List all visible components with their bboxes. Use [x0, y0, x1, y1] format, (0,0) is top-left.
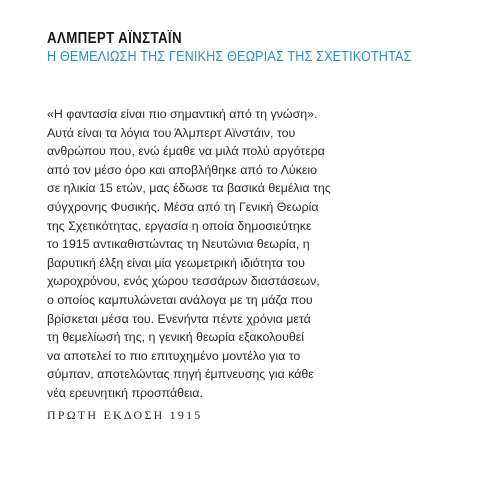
description-line: να αποτελεί το πιο επιτυχημένο μοντέλο για το	[47, 348, 301, 363]
description-line: βαρυτική έλξη είναι μία γεωμετρική ιδιότητα του	[47, 255, 305, 270]
book-title: Η ΘΕΜΕΛΙΩΣΗ ΤΗΣ ΓΕΝΙΚΗΣ ΘΕΩΡΙΑΣ ΤΗΣ ΣΧΕΤΙΚΟΤΗΤΑΣ	[47, 48, 412, 65]
edition-note	[47, 408, 202, 423]
description-line: «Η φαντασία είναι πιο σημαντική από τη γνώση».	[47, 107, 318, 121]
description-line: της Σχετικότητας, εργασία η οποία δημοσιεύτηκε	[47, 218, 312, 233]
description-line: βρίσκεται μέσα του. Ενενήντα πέντε χρόνια μετά	[47, 311, 311, 326]
description-line: σύμπαν, αποτελώντας πηγή έμπνευσης για κάθε	[47, 367, 314, 382]
description-line: χωροχρόνου, ενός χώρου τεσσάρων διαστάσεων,	[47, 274, 320, 289]
description-line: το 1915 αντικαθιστώντας τη Νευτώνια θεωρία, η	[47, 237, 310, 252]
edition-label: ΠΡΩΤΗ ΕΚΔΟΣΗ	[47, 408, 165, 422]
description-line: Αυτά είναι τα λόγια του Άλμπερτ Αϊνστάιν, του	[47, 125, 296, 140]
description-line: ο οποίος καμπυλώνεται ανάλογα με τη μάζα που	[47, 292, 313, 307]
description-line: ανθρώπου που, ενώ έμαθε να μιλά πολύ αργότερα	[47, 144, 325, 159]
description-line: νέα ερευνητική προσπάθεια.	[47, 385, 203, 400]
edition-year: 1915	[169, 408, 203, 422]
description-line: τη θεμελίωσή της, η γενική θεωρία εξακολουθεί	[47, 330, 305, 345]
description-line: από τον μέσο όρο και αποβλήθηκε από το Λύκειο	[47, 162, 318, 177]
author-name: ΑΛΜΠΕΡΤ ΑΪΝΣΤΑΪΝ	[47, 30, 182, 47]
description-paragraph	[47, 105, 437, 403]
description-line: σε ηλικία 15 ετών, μας έδωσε τα βασικά θεμέλια της	[47, 181, 331, 196]
description-line: σύγχρονης Φυσικής. Μέσα από τη Γενική Θεωρία	[47, 199, 319, 214]
